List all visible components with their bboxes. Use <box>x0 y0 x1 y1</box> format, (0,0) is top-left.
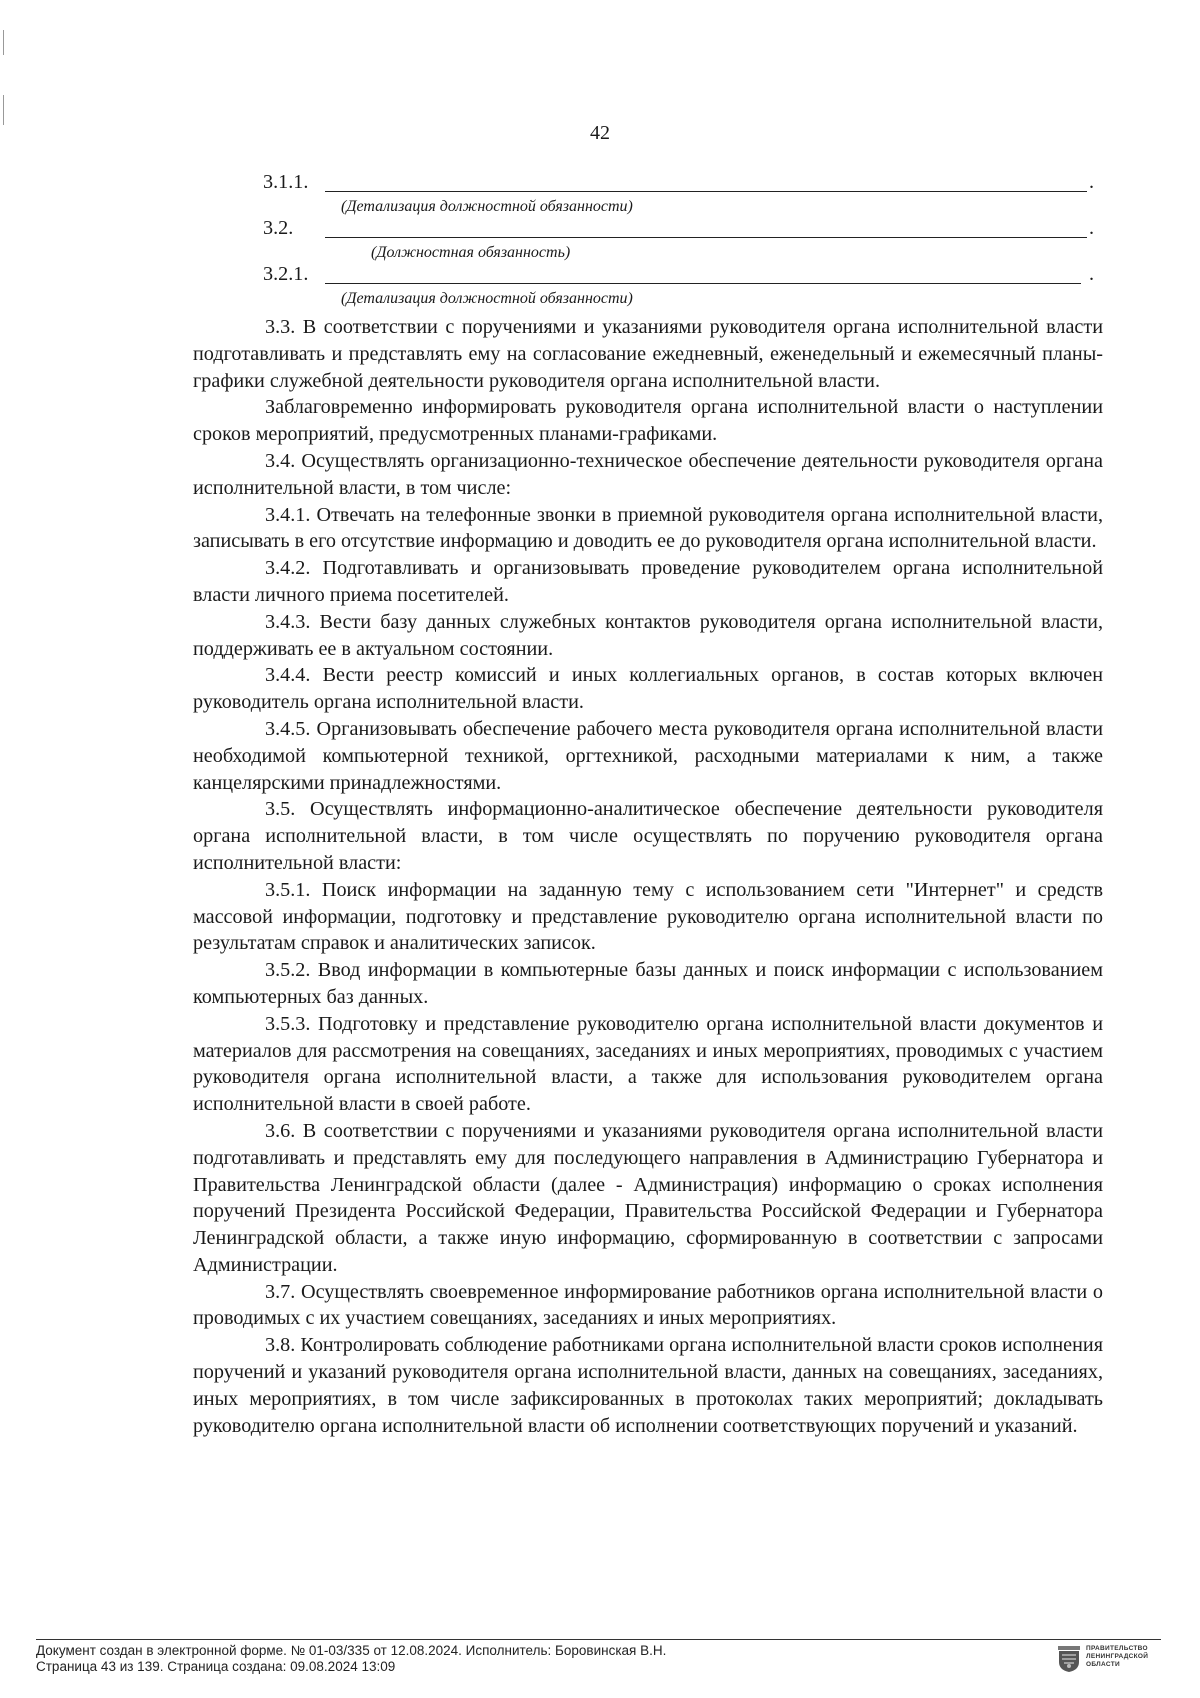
paragraph-3-7: 3.7. Осуществлять своевременное информирование работников органа исполнительной власти о проводимых с их участием совещаниях, заседаниях и иных мероприятиях. <box>193 1280 1103 1330</box>
fill-in-line <box>325 171 1087 192</box>
item-number: 3.2. <box>263 217 294 240</box>
fill-in-line <box>325 217 1087 238</box>
footer-document-line: Документ создан в электронной форме. № 01-03/335 от 12.08.2024. Исполнитель: Боровинская В.Н. <box>36 1643 667 1658</box>
paragraph-3-4: 3.4. Осуществлять организационно-техническое обеспечение деятельности руководителя органа исполнительной власти, в том числе: <box>193 449 1103 499</box>
paragraph-3-4-4: 3.4.4. Вести реестр комиссий и иных коллегиальных органов, в состав которых включен руководитель органа исполнительной власти. <box>193 664 1103 714</box>
logo-line: ОБЛАСТИ <box>1086 1661 1120 1668</box>
page-number: 42 <box>590 122 610 144</box>
paragraph-3-6: 3.6. В соответствии с поручениями и указаниями руководителя органа исполнительной власти подготавливать и представлять ему для последующего направления в Администрацию Губернатора и Правительства Ленинградской области (далее - Администрация) информацию о сроках исполнения поручений Президента Российской Федерации, Правительства Российской Федерации и Губернатора Ленинградской области, а также иную информацию, сформированную в соответствии с запросами Администрации. <box>193 1119 1103 1276</box>
footer-divider <box>36 1639 1161 1640</box>
scan-artifact <box>3 95 4 125</box>
line-period: . <box>1089 171 1095 194</box>
paragraph-3-4-3: 3.4.3. Вести базу данных служебных контактов руководителя органа исполнительной власти, поддерживать ее в актуальном состоянии. <box>193 610 1103 660</box>
paragraph-3-4-2: 3.4.2. Подготавливать и организовывать проведение руководителем органа исполнительной власти личного приема посетителей. <box>193 557 1103 606</box>
item-number: 3.2.1. <box>263 263 309 286</box>
paragraph-3-4-5: 3.4.5. Организовывать обеспечение рабочего места руководителя органа исполнительной власти необходимой компьютерной техникой, оргтехникой, расходными материалами к ним, а также канцелярскими принадлежностями. <box>193 717 1103 794</box>
line-period: . <box>1089 217 1095 240</box>
logo-line: ЛЕНИНГРАДСКОЙ <box>1086 1653 1149 1660</box>
blank-field-row <box>193 218 1103 242</box>
coat-of-arms-icon <box>1057 1645 1081 1673</box>
government-logo <box>1057 1645 1148 1673</box>
line-period: . <box>1089 263 1095 286</box>
paragraph-3-5-3: 3.5.3. Подготовку и представление руководителю органа исполнительной власти документов и материалов для рассмотрения на совещаниях, заседаниях и иных мероприятиях, проводимых с участием руководителя органа исполнительной власти, а также для использования руководителем органа исполнительной власти в своей работе. <box>193 1012 1103 1116</box>
logo-line: ПРАВИТЕЛЬСТВО <box>1086 1645 1148 1652</box>
paragraph-3-5-2: 3.5.2. Ввод информации в компьютерные базы данных и поиск информации с использованием компьютерных баз данных. <box>193 959 1103 1008</box>
paragraph-3-5-1: 3.5.1. Поиск информации на заданную тему с использованием сети "Интернет" и средств массовой информации, подготовку и представление руководителю органа исполнительной власти по результатам справок и аналитических записок. <box>193 878 1103 955</box>
footer-page-line: Страница 43 из 139. Страница создана: 09.08.2024 13:09 <box>36 1659 396 1674</box>
item-number: 3.1.1. <box>263 171 309 194</box>
paragraph-3-3-note: Заблаговременно информировать руководителя органа исполнительной власти о наступлении сроков мероприятий, предусмотренных планами-графиками. <box>193 396 1103 446</box>
paragraph-3-3: 3.3. В соответствии с поручениями и указаниями руководителя органа исполнительной власти подготавливать и представлять ему на согласование ежедневный, еженедельный и ежемесячный планы-графики служебной деятельности руководителя органа исполнительной власти. <box>193 316 1103 392</box>
paragraph-3-4-1: 3.4.1. Отвечать на телефонные звонки в приемной руководителя органа исполнительной власти, записывать в его отсутствие информацию и доводить ее до руководителя органа исполнительной власти. <box>193 503 1103 553</box>
footer-info <box>36 1643 666 1675</box>
paragraph-3-5: 3.5. Осуществлять информационно-аналитическое обеспечение деятельности руководителя органа исполнительной власти, в том числе осуществлять по поручению руководителя органа исполнительной власти: <box>193 798 1103 874</box>
fill-in-line <box>325 263 1081 284</box>
logo-caption <box>1086 1645 1148 1669</box>
blank-caption: (Должностная обязанность) <box>371 244 571 261</box>
document-body <box>193 172 1103 1439</box>
scan-artifact <box>3 30 4 55</box>
paragraph-3-8: 3.8. Контролировать соблюдение работниками органа исполнительной власти сроков исполнения поручений и указаний руководителя органа исполнительной власти, данных на совещаниях, заседаниях, иных мероприятиях, в том числе зафиксированных в протоколах таких мероприятий; докладывать руководителю органа исполнительной власти об исполнении соответствующих поручений и указаний. <box>193 1334 1103 1437</box>
blank-field-row <box>193 264 1103 288</box>
blank-field-row <box>193 172 1103 196</box>
blank-caption: (Детализация должностной обязанности) <box>341 198 633 215</box>
blank-caption: (Детализация должностной обязанности) <box>341 290 633 307</box>
